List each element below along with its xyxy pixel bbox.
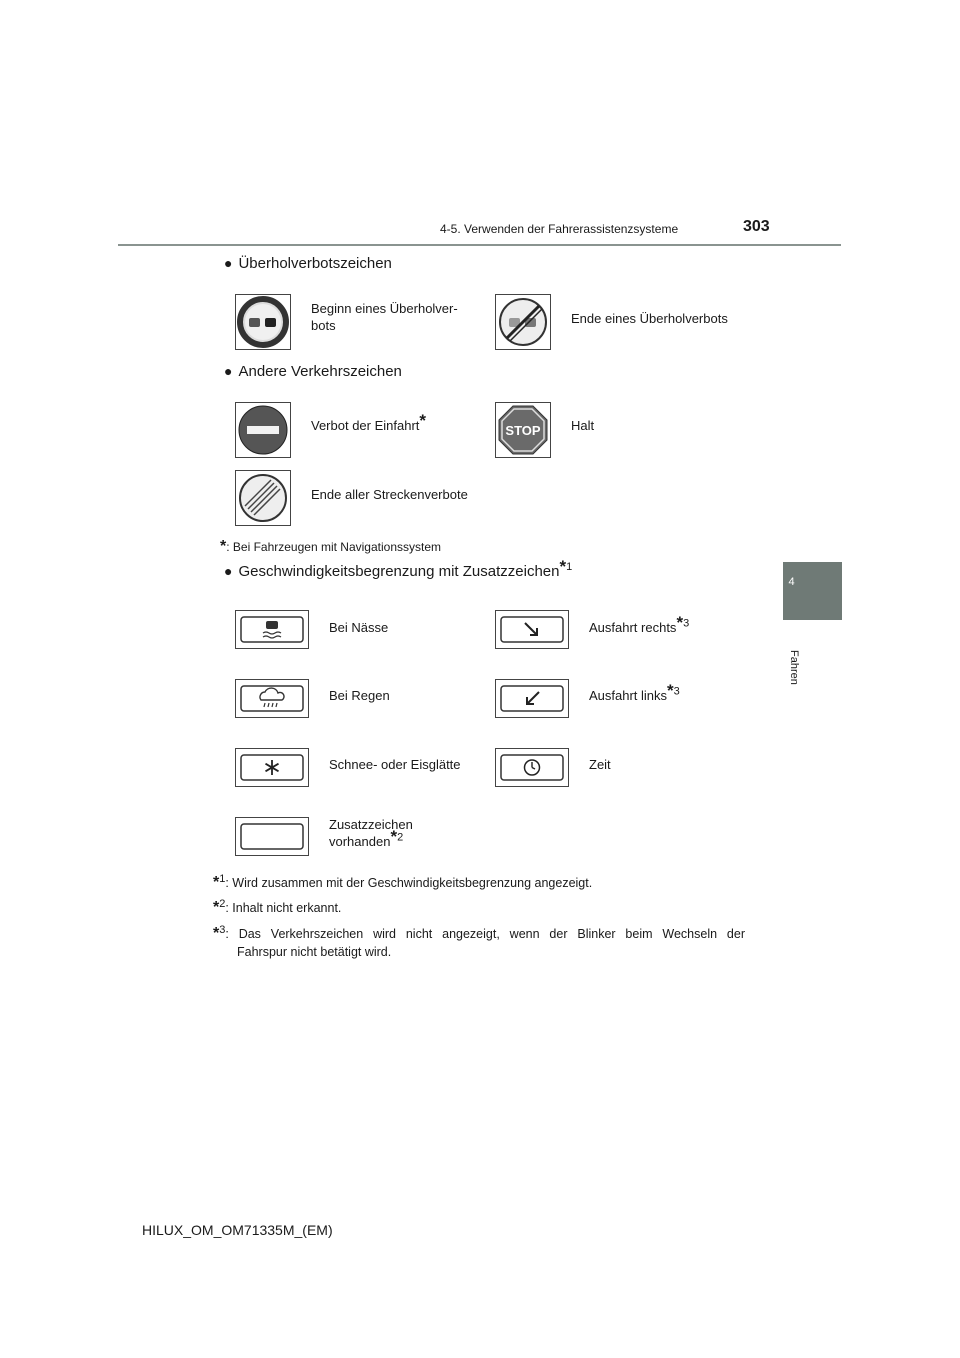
no-entry-sign-icon (235, 402, 291, 458)
wet-road-sign (235, 610, 309, 649)
exit-right-sign (495, 610, 569, 649)
footnote-navigation: *: Bei Fahrzeugen mit Navigationssystem (220, 538, 441, 555)
heading-text: Geschwindigkeitsbegrenzung mit Zusatzzeichen (238, 563, 560, 580)
document-code: HILUX_OM_OM71335M_(EM) (142, 1222, 333, 1238)
page-number: 303 (743, 218, 770, 235)
time-label: Zeit (589, 757, 611, 772)
section-heading-speed-limit: ● Geschwindigkeitsbegrenzung mit Zusatzzeichen*$^1$ (224, 557, 573, 580)
time-sign (495, 748, 569, 787)
clock-icon (497, 750, 567, 785)
end-all-restrictions-label: Ende aller Streckenverbote (311, 487, 468, 502)
exit-right-arrow-icon (497, 612, 567, 647)
exit-left-label: Ausfahrt links*$^3$ (589, 681, 680, 703)
section-heading-overtaking (224, 255, 392, 272)
exit-left-sign (495, 679, 569, 718)
header-divider (118, 244, 841, 246)
bullet-icon: ● (224, 255, 233, 271)
blank-plate-icon (237, 819, 307, 854)
section-title: 4-5. Verwenden der Fahrerassistenzsysteme (440, 222, 679, 236)
stop-label: Halt (571, 418, 595, 433)
rain-sign (235, 679, 309, 718)
bullet-icon: ● (224, 363, 233, 379)
footnote-mark: * (419, 411, 427, 430)
heading-text: Andere Verkehrszeichen (238, 363, 402, 380)
section-heading-other-signs (224, 363, 402, 380)
additional-plate-sign (235, 817, 309, 856)
exit-right-label: Ausfahrt rechts*$^3$ (589, 613, 690, 635)
overtaking-end-label: Ende eines Überholverbots (571, 311, 728, 326)
chapter-label: Fahren (788, 650, 800, 685)
chapter-number: 4 (788, 576, 795, 588)
footnote-1: *1: Wird zusammen mit der Geschwindigkeitsbegrenzung angezeigt. (213, 872, 593, 891)
rain-cloud-icon (237, 681, 307, 716)
stop-sign-icon (495, 402, 551, 458)
footnote-3: *3: Das Verkehrszeichen wird nicht angezeigt, wenn der Blinker beim Wechseln der Fahrspur nicht betätigt wird. (213, 923, 745, 959)
wet-label: Bei Nässe (329, 620, 389, 635)
exit-left-arrow-icon (497, 681, 567, 716)
snow-ice-sign (235, 748, 309, 787)
bullet-icon: ● (224, 563, 233, 579)
no-entry-label: Verbot der Einfahrt* (311, 411, 427, 433)
wet-road-icon (237, 612, 307, 647)
end-no-overtaking-sign-icon (495, 294, 551, 350)
overtaking-start-label: Beginn eines Überholver- bots (311, 301, 458, 333)
end-all-restrictions-sign-icon (235, 470, 291, 526)
heading-text: Überholverbotszeichen (238, 255, 392, 272)
snow-ice-label: Schnee- oder Eisglätte (329, 757, 461, 772)
snowflake-icon (237, 750, 307, 785)
rain-label: Bei Regen (329, 688, 390, 703)
additional-plate-label: Zusatzzeichen vorhanden*$^2$ (329, 817, 413, 849)
no-overtaking-sign-icon (235, 294, 291, 350)
chapter-tab (783, 562, 842, 620)
footnote-2: *2: Inhalt nicht erkannt. (213, 897, 342, 916)
stop-sign-text: STOP (505, 423, 541, 438)
